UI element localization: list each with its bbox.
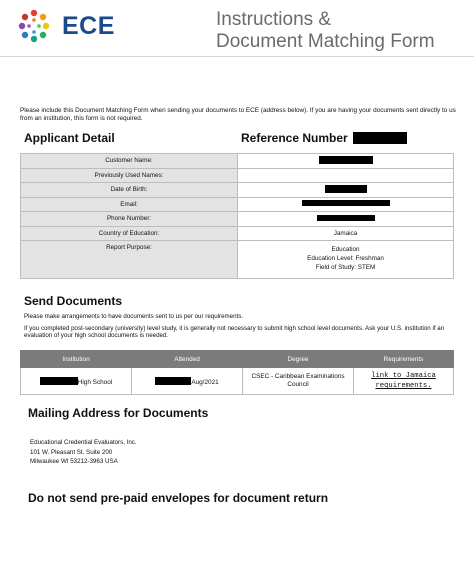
form-title: Instructions & Document Matching Form [216,9,435,52]
redaction-bar [302,200,390,206]
logo-dots-icon [19,10,49,42]
degree-cell: CSEC - Caribbean Examinations Council [243,368,354,395]
phone-number-value [238,212,454,227]
intro-text: Please include this Document Matching Form when sending your documents to ECE (address below). If you are having your documents sent directly to us from an institution, this form is not required. [20,107,456,122]
reference-number-label: Reference Number [241,131,348,145]
redaction-bar [40,377,78,385]
column-degree: Degree [243,351,354,368]
customer-name-label: Customer Name: [21,154,238,169]
report-purpose-label: Report Purpose: [21,241,238,279]
customer-name-value [238,154,454,169]
table-row [21,212,454,227]
send-documents-heading: Send Documents [24,294,123,308]
redaction-bar [155,377,191,385]
attended-cell: Aug/2021 [132,368,243,395]
column-attended: Attended [132,351,243,368]
requirements-cell [354,368,454,395]
column-requirements: Requirements [354,351,454,368]
send-note: If you completed post-secondary (university) level study, it is generally not necessary to submit high school level documents. Ask your U.S. institution if an evaluation of your high school documents is needed. [24,325,445,340]
table-row [21,154,454,169]
redaction-bar [325,185,367,193]
table-row [21,168,454,183]
email-value [238,197,454,212]
applicant-detail-heading: Applicant Detail [24,131,115,145]
address-line: 101 W. Pleasant St. Suite 200 [30,448,113,456]
table-header-row [21,351,454,368]
country-value: Jamaica [238,226,454,241]
mailing-address-heading: Mailing Address for Documents [28,406,209,420]
phone-number-label: Phone Number: [21,212,238,227]
previous-names-label: Previously Used Names: [21,168,238,183]
previous-names-value [238,168,454,183]
redaction-bar [317,215,375,221]
country-label: Country of Education: [21,226,238,241]
institution-table [20,350,454,395]
applicant-detail-table [20,153,454,279]
column-institution: Institution [21,351,132,368]
mailing-address [30,438,137,467]
date-of-birth-value [238,183,454,198]
email-label: Email: [21,197,238,212]
envelope-note: Do not send pre-paid envelopes for document return [28,491,329,505]
table-row [21,226,454,241]
table-row [21,241,454,279]
date-of-birth-label: Date of Birth: [21,183,238,198]
institution-cell: High School [21,368,132,395]
table-row [21,183,454,198]
report-purpose-value: Education Education Level: Freshman Field of Study: STEM [238,241,454,279]
header-divider [0,56,474,57]
redaction-bar [319,156,373,164]
table-row [21,197,454,212]
reference-number-heading [241,131,407,145]
logo-text: ECE [62,12,115,40]
table-row [21,368,454,395]
address-line: Milwaukee WI 53212-3963 USA [30,458,118,466]
jamaica-requirements-link[interactable]: link to Jamaica requirements. [371,372,436,390]
address-line: Educational Credential Evaluators, Inc. [30,439,137,446]
reference-number-redacted [353,132,407,144]
send-instructions: Please make arrangements to have documents sent to us per our requirements. [24,313,244,320]
